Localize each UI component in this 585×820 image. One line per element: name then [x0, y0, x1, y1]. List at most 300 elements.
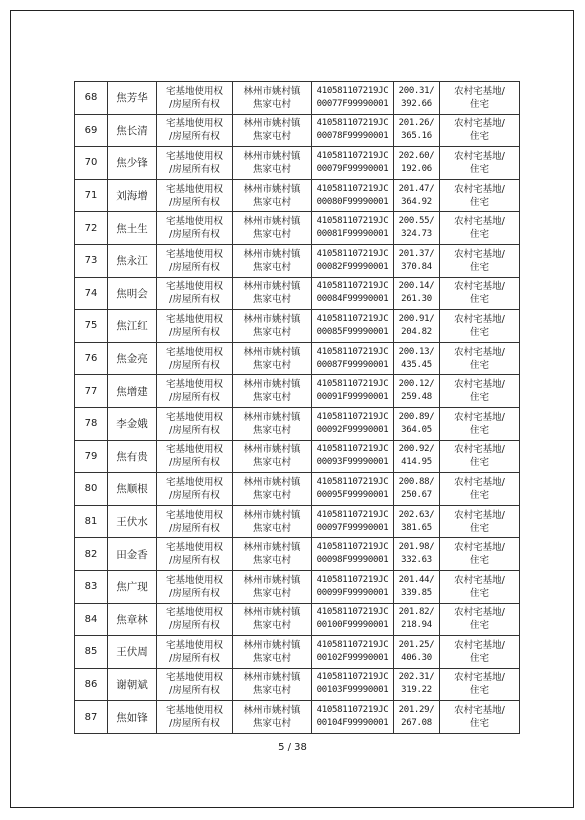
cell-right-type-text: 宅基地使用权 [165, 85, 223, 97]
cell-unit-code-text: 410581107219JC [316, 542, 389, 553]
cell-unit-code [312, 538, 394, 571]
cell-location-text: 焦家屯村 [252, 457, 291, 469]
cell-location-text: 林州市姚村镇 [243, 411, 301, 423]
cell-owner-name [108, 212, 157, 245]
cell-land-use-text: 住宅 [469, 587, 489, 599]
cell-area-text: 250.67 [401, 489, 432, 500]
cell-unit-code-text: 00102F99990001 [316, 652, 389, 663]
cell-unit-code-text: 410581107219JC [316, 281, 389, 292]
cell-unit-code-text: 410581107219JC [316, 85, 389, 96]
cell-location [233, 407, 312, 440]
cell-land-use-text: 农村宅基地/ [454, 411, 505, 423]
cell-land-use-text: 住宅 [469, 131, 489, 143]
cell-number [75, 310, 108, 343]
cell-number-text: 83 [84, 581, 98, 593]
cell-owner-name-text: 焦芳华 [116, 92, 148, 105]
table-row [75, 82, 520, 115]
cell-land-use-text: 农村宅基地/ [454, 118, 505, 130]
cell-land-use-text: 住宅 [469, 196, 489, 208]
cell-number-text: 87 [84, 711, 98, 723]
cell-area [394, 407, 440, 440]
cell-number-text: 77 [84, 385, 98, 397]
cell-land-use-text: 住宅 [469, 718, 489, 730]
cell-land-use [440, 636, 520, 669]
cell-area-text: 435.45 [401, 359, 432, 370]
cell-land-use-text: 住宅 [469, 522, 489, 534]
table-row [75, 603, 520, 636]
cell-right-type-text: /房屋所有权 [169, 587, 220, 599]
cell-right-type-text: 宅基地使用权 [165, 183, 223, 195]
cell-owner-name [108, 603, 157, 636]
table-row [75, 310, 520, 343]
cell-owner-name-text: 焦江红 [116, 320, 148, 333]
cell-area-text: 200.89/ [398, 411, 435, 422]
cell-unit-code [312, 440, 394, 473]
cell-right-type [157, 440, 233, 473]
cell-number [75, 407, 108, 440]
table-row [75, 407, 520, 440]
table-row [75, 244, 520, 277]
cell-right-type-text: /房屋所有权 [169, 229, 220, 241]
cell-right-type [157, 505, 233, 538]
cell-unit-code-text: 410581107219JC [316, 411, 389, 422]
cell-land-use-text: 住宅 [469, 555, 489, 567]
cell-right-type [157, 342, 233, 375]
cell-unit-code-text: 00087F99990001 [316, 359, 389, 370]
cell-location-text: 林州市姚村镇 [243, 313, 301, 325]
table-row [75, 473, 520, 506]
cell-area-text: 200.31/ [398, 85, 435, 96]
cell-owner-name-text: 焦顺根 [116, 483, 148, 496]
cell-location [233, 538, 312, 571]
table-row [75, 570, 520, 603]
cell-owner-name-text: 焦土生 [116, 222, 148, 235]
cell-land-use-text: 住宅 [469, 424, 489, 436]
cell-unit-code-text: 00081F99990001 [316, 229, 389, 240]
cell-location-text: 林州市姚村镇 [243, 444, 301, 456]
cell-area-text: 370.84 [401, 261, 432, 272]
cell-number [75, 473, 108, 506]
cell-location-text: 焦家屯村 [252, 489, 291, 501]
cell-land-use-text: 住宅 [469, 685, 489, 697]
cell-unit-code-text: 00100F99990001 [316, 620, 389, 631]
record-table [74, 81, 520, 734]
cell-area-text: 365.16 [401, 131, 432, 142]
cell-right-type-text: /房屋所有权 [169, 424, 220, 436]
cell-right-type-text: 宅基地使用权 [165, 379, 223, 391]
cell-location-text: 林州市姚村镇 [243, 183, 301, 195]
cell-area-text: 381.65 [401, 522, 432, 533]
cell-location [233, 570, 312, 603]
cell-owner-name [108, 82, 157, 115]
cell-owner-name [108, 147, 157, 180]
cell-right-type-text: 宅基地使用权 [165, 411, 223, 423]
cell-number [75, 342, 108, 375]
cell-area-text: 267.08 [401, 718, 432, 729]
cell-location [233, 114, 312, 147]
cell-land-use [440, 701, 520, 734]
cell-location [233, 244, 312, 277]
table-row [75, 114, 520, 147]
cell-number-text: 84 [84, 613, 98, 625]
cell-number-text: 74 [84, 287, 98, 299]
cell-unit-code-text: 410581107219JC [316, 183, 389, 194]
cell-unit-code-text: 410581107219JC [316, 216, 389, 227]
cell-number-text: 73 [84, 255, 98, 267]
cell-unit-code-text: 00079F99990001 [316, 163, 389, 174]
cell-owner-name [108, 407, 157, 440]
cell-area-text: 324.73 [401, 229, 432, 240]
cell-right-type-text: 宅基地使用权 [165, 672, 223, 684]
cell-area [394, 114, 440, 147]
cell-number-text: 68 [84, 92, 98, 104]
cell-area-text: 200.88/ [398, 476, 435, 487]
cell-land-use-text: 住宅 [469, 359, 489, 371]
cell-owner-name [108, 701, 157, 734]
cell-unit-code-text: 410581107219JC [316, 672, 389, 683]
cell-land-use [440, 603, 520, 636]
cell-right-type [157, 310, 233, 343]
cell-location-text: 焦家屯村 [252, 229, 291, 241]
cell-land-use-text: 住宅 [469, 229, 489, 241]
cell-location-text: 焦家屯村 [252, 718, 291, 730]
cell-location [233, 82, 312, 115]
cell-owner-name [108, 570, 157, 603]
cell-land-use-text: 农村宅基地/ [454, 639, 505, 651]
cell-unit-code [312, 244, 394, 277]
cell-location [233, 375, 312, 408]
table-row [75, 212, 520, 245]
cell-number [75, 570, 108, 603]
table-row [75, 538, 520, 571]
cell-right-type-text: /房屋所有权 [169, 718, 220, 730]
cell-land-use [440, 212, 520, 245]
cell-number-text: 71 [84, 190, 98, 202]
cell-unit-code-text: 00082F99990001 [316, 261, 389, 272]
cell-unit-code-text: 410581107219JC [316, 346, 389, 357]
cell-area-text: 201.26/ [398, 118, 435, 129]
cell-location-text: 焦家屯村 [252, 620, 291, 632]
cell-area [394, 82, 440, 115]
cell-number [75, 505, 108, 538]
cell-land-use-text: 农村宅基地/ [454, 216, 505, 228]
cell-land-use-text: 农村宅基地/ [454, 379, 505, 391]
cell-number-text: 81 [84, 516, 98, 528]
cell-land-use [440, 82, 520, 115]
cell-area [394, 375, 440, 408]
cell-unit-code-text: 00098F99990001 [316, 555, 389, 566]
cell-area-text: 364.05 [401, 424, 432, 435]
cell-area [394, 473, 440, 506]
table-row [75, 701, 520, 734]
cell-owner-name [108, 440, 157, 473]
cell-land-use-text: 住宅 [469, 98, 489, 110]
cell-area-text: 204.82 [401, 326, 432, 337]
cell-owner-name [108, 277, 157, 310]
cell-area [394, 505, 440, 538]
cell-number-text: 82 [84, 548, 98, 560]
cell-location-text: 林州市姚村镇 [243, 150, 301, 162]
cell-area [394, 440, 440, 473]
cell-land-use [440, 147, 520, 180]
cell-area-text: 201.29/ [398, 705, 435, 716]
cell-area-text: 332.63 [401, 555, 432, 566]
cell-right-type-text: /房屋所有权 [169, 98, 220, 110]
cell-right-type [157, 570, 233, 603]
cell-right-type-text: 宅基地使用权 [165, 346, 223, 358]
cell-location-text: 焦家屯村 [252, 652, 291, 664]
cell-land-use [440, 342, 520, 375]
cell-land-use [440, 375, 520, 408]
cell-land-use-text: 农村宅基地/ [454, 476, 505, 488]
cell-land-use-text: 农村宅基地/ [454, 248, 505, 260]
cell-area-text: 364.92 [401, 196, 432, 207]
cell-owner-name-text: 焦少锋 [116, 157, 148, 170]
cell-number [75, 538, 108, 571]
cell-owner-name [108, 668, 157, 701]
cell-location-text: 焦家屯村 [252, 163, 291, 175]
cell-unit-code [312, 701, 394, 734]
cell-land-use-text: 农村宅基地/ [454, 509, 505, 521]
cell-area [394, 212, 440, 245]
cell-location-text: 林州市姚村镇 [243, 118, 301, 130]
cell-land-use [440, 570, 520, 603]
cell-right-type [157, 538, 233, 571]
cell-location-text: 焦家屯村 [252, 131, 291, 143]
cell-area-text: 406.30 [401, 652, 432, 663]
cell-location-text: 林州市姚村镇 [243, 85, 301, 97]
cell-location [233, 342, 312, 375]
cell-location-text: 林州市姚村镇 [243, 248, 301, 260]
cell-location [233, 668, 312, 701]
cell-area [394, 179, 440, 212]
cell-owner-name-text: 焦永江 [116, 255, 148, 268]
cell-owner-name [108, 310, 157, 343]
cell-area [394, 147, 440, 180]
cell-location-text: 焦家屯村 [252, 196, 291, 208]
cell-location-text: 林州市姚村镇 [243, 705, 301, 717]
cell-owner-name-text: 焦增建 [116, 385, 148, 398]
cell-location [233, 440, 312, 473]
cell-unit-code [312, 570, 394, 603]
cell-location-text: 林州市姚村镇 [243, 672, 301, 684]
cell-unit-code-text: 410581107219JC [316, 313, 389, 324]
cell-unit-code [312, 375, 394, 408]
table-row [75, 668, 520, 701]
cell-owner-name-text: 焦广现 [116, 581, 148, 594]
cell-location [233, 603, 312, 636]
cell-area-text: 202.31/ [398, 672, 435, 683]
cell-location-text: 焦家屯村 [252, 587, 291, 599]
cell-right-type-text: /房屋所有权 [169, 326, 220, 338]
cell-area-text: 200.13/ [398, 346, 435, 357]
cell-right-type-text: /房屋所有权 [169, 522, 220, 534]
cell-land-use [440, 440, 520, 473]
cell-area-text: 259.48 [401, 392, 432, 403]
cell-location [233, 636, 312, 669]
cell-owner-name-text: 焦章林 [116, 613, 148, 626]
cell-right-type [157, 668, 233, 701]
cell-right-type-text: /房屋所有权 [169, 131, 220, 143]
cell-right-type-text: 宅基地使用权 [165, 313, 223, 325]
cell-area-text: 202.60/ [398, 150, 435, 161]
cell-owner-name-text: 焦如锋 [116, 711, 148, 724]
cell-land-use-text: 住宅 [469, 457, 489, 469]
cell-location-text: 焦家屯村 [252, 392, 291, 404]
cell-owner-name-text: 焦有贵 [116, 450, 148, 463]
cell-area-text: 192.06 [401, 163, 432, 174]
cell-land-use-text: 住宅 [469, 294, 489, 306]
cell-unit-code-text: 410581107219JC [316, 607, 389, 618]
cell-land-use [440, 505, 520, 538]
cell-unit-code [312, 114, 394, 147]
cell-land-use-text: 住宅 [469, 652, 489, 664]
cell-land-use-text: 农村宅基地/ [454, 346, 505, 358]
cell-right-type [157, 636, 233, 669]
cell-unit-code-text: 410581107219JC [316, 509, 389, 520]
cell-unit-code [312, 603, 394, 636]
cell-area-text: 218.94 [401, 620, 432, 631]
cell-owner-name [108, 473, 157, 506]
cell-location-text: 焦家屯村 [252, 294, 291, 306]
cell-number [75, 179, 108, 212]
cell-land-use-text: 住宅 [469, 261, 489, 273]
cell-land-use-text: 农村宅基地/ [454, 542, 505, 554]
cell-location-text: 焦家屯村 [252, 685, 291, 697]
cell-owner-name-text: 焦明会 [116, 287, 148, 300]
cell-right-type-text: 宅基地使用权 [165, 509, 223, 521]
cell-location [233, 701, 312, 734]
cell-right-type [157, 701, 233, 734]
cell-unit-code-text: 00080F99990001 [316, 196, 389, 207]
cell-location-text: 焦家屯村 [252, 326, 291, 338]
cell-area-text: 200.12/ [398, 379, 435, 390]
cell-location-text: 焦家屯村 [252, 424, 291, 436]
cell-right-type-text: /房屋所有权 [169, 163, 220, 175]
cell-area-text: 201.47/ [398, 183, 435, 194]
cell-area-text: 261.30 [401, 294, 432, 305]
cell-location-text: 林州市姚村镇 [243, 476, 301, 488]
cell-right-type [157, 179, 233, 212]
cell-right-type [157, 147, 233, 180]
cell-area-text: 202.63/ [398, 509, 435, 520]
cell-unit-code [312, 277, 394, 310]
cell-area [394, 668, 440, 701]
table-row [75, 440, 520, 473]
cell-area [394, 342, 440, 375]
cell-number [75, 212, 108, 245]
cell-land-use-text: 住宅 [469, 326, 489, 338]
cell-location [233, 147, 312, 180]
cell-right-type-text: /房屋所有权 [169, 261, 220, 273]
cell-land-use-text: 住宅 [469, 489, 489, 501]
cell-right-type-text: 宅基地使用权 [165, 705, 223, 717]
cell-number-text: 69 [84, 124, 98, 136]
cell-number [75, 668, 108, 701]
cell-unit-code-text: 410581107219JC [316, 639, 389, 650]
cell-unit-code [312, 179, 394, 212]
cell-owner-name-text: 李金娥 [116, 418, 148, 431]
cell-number [75, 375, 108, 408]
cell-unit-code-text: 00103F99990001 [316, 685, 389, 696]
cell-unit-code [312, 212, 394, 245]
cell-area-text: 200.92/ [398, 444, 435, 455]
cell-unit-code-text: 00092F99990001 [316, 424, 389, 435]
cell-owner-name-text: 焦金亮 [116, 353, 148, 366]
cell-number [75, 636, 108, 669]
cell-location-text: 林州市姚村镇 [243, 542, 301, 554]
cell-right-type [157, 473, 233, 506]
cell-right-type-text: /房屋所有权 [169, 294, 220, 306]
cell-number [75, 701, 108, 734]
cell-unit-code-text: 410581107219JC [316, 705, 389, 716]
cell-right-type [157, 82, 233, 115]
cell-owner-name-text: 谢朝斌 [116, 678, 148, 691]
table-row [75, 636, 520, 669]
cell-location-text: 林州市姚村镇 [243, 216, 301, 228]
cell-owner-name [108, 342, 157, 375]
cell-land-use [440, 538, 520, 571]
cell-unit-code [312, 473, 394, 506]
cell-unit-code [312, 82, 394, 115]
cell-right-type-text: /房屋所有权 [169, 392, 220, 404]
cell-unit-code [312, 668, 394, 701]
cell-number [75, 440, 108, 473]
cell-unit-code [312, 147, 394, 180]
cell-right-type-text: /房屋所有权 [169, 555, 220, 567]
cell-land-use-text: 住宅 [469, 620, 489, 632]
cell-land-use-text: 住宅 [469, 392, 489, 404]
cell-land-use [440, 277, 520, 310]
cell-location [233, 212, 312, 245]
cell-land-use-text: 农村宅基地/ [454, 574, 505, 586]
cell-owner-name [108, 375, 157, 408]
cell-area [394, 570, 440, 603]
cell-right-type [157, 375, 233, 408]
cell-area-text: 319.22 [401, 685, 432, 696]
cell-land-use [440, 407, 520, 440]
cell-location-text: 林州市姚村镇 [243, 346, 301, 358]
cell-location-text: 林州市姚村镇 [243, 379, 301, 391]
cell-unit-code-text: 410581107219JC [316, 444, 389, 455]
cell-unit-code [312, 505, 394, 538]
cell-owner-name [108, 244, 157, 277]
cell-land-use [440, 114, 520, 147]
cell-number [75, 147, 108, 180]
cell-area-text: 201.98/ [398, 542, 435, 553]
cell-land-use [440, 244, 520, 277]
cell-area [394, 277, 440, 310]
cell-unit-code-text: 00093F99990001 [316, 457, 389, 468]
cell-unit-code-text: 00085F99990001 [316, 326, 389, 337]
cell-unit-code-text: 00078F99990001 [316, 131, 389, 142]
table-row [75, 505, 520, 538]
cell-land-use [440, 473, 520, 506]
table-row [75, 375, 520, 408]
cell-number-text: 85 [84, 646, 98, 658]
cell-unit-code [312, 342, 394, 375]
cell-land-use-text: 农村宅基地/ [454, 183, 505, 195]
cell-unit-code-text: 00099F99990001 [316, 587, 389, 598]
cell-location [233, 505, 312, 538]
cell-right-type-text: /房屋所有权 [169, 457, 220, 469]
cell-unit-code-text: 00097F99990001 [316, 522, 389, 533]
cell-number-text: 70 [84, 157, 98, 169]
cell-right-type-text: 宅基地使用权 [165, 150, 223, 162]
cell-number [75, 603, 108, 636]
cell-owner-name [108, 179, 157, 212]
cell-unit-code-text: 00084F99990001 [316, 294, 389, 305]
